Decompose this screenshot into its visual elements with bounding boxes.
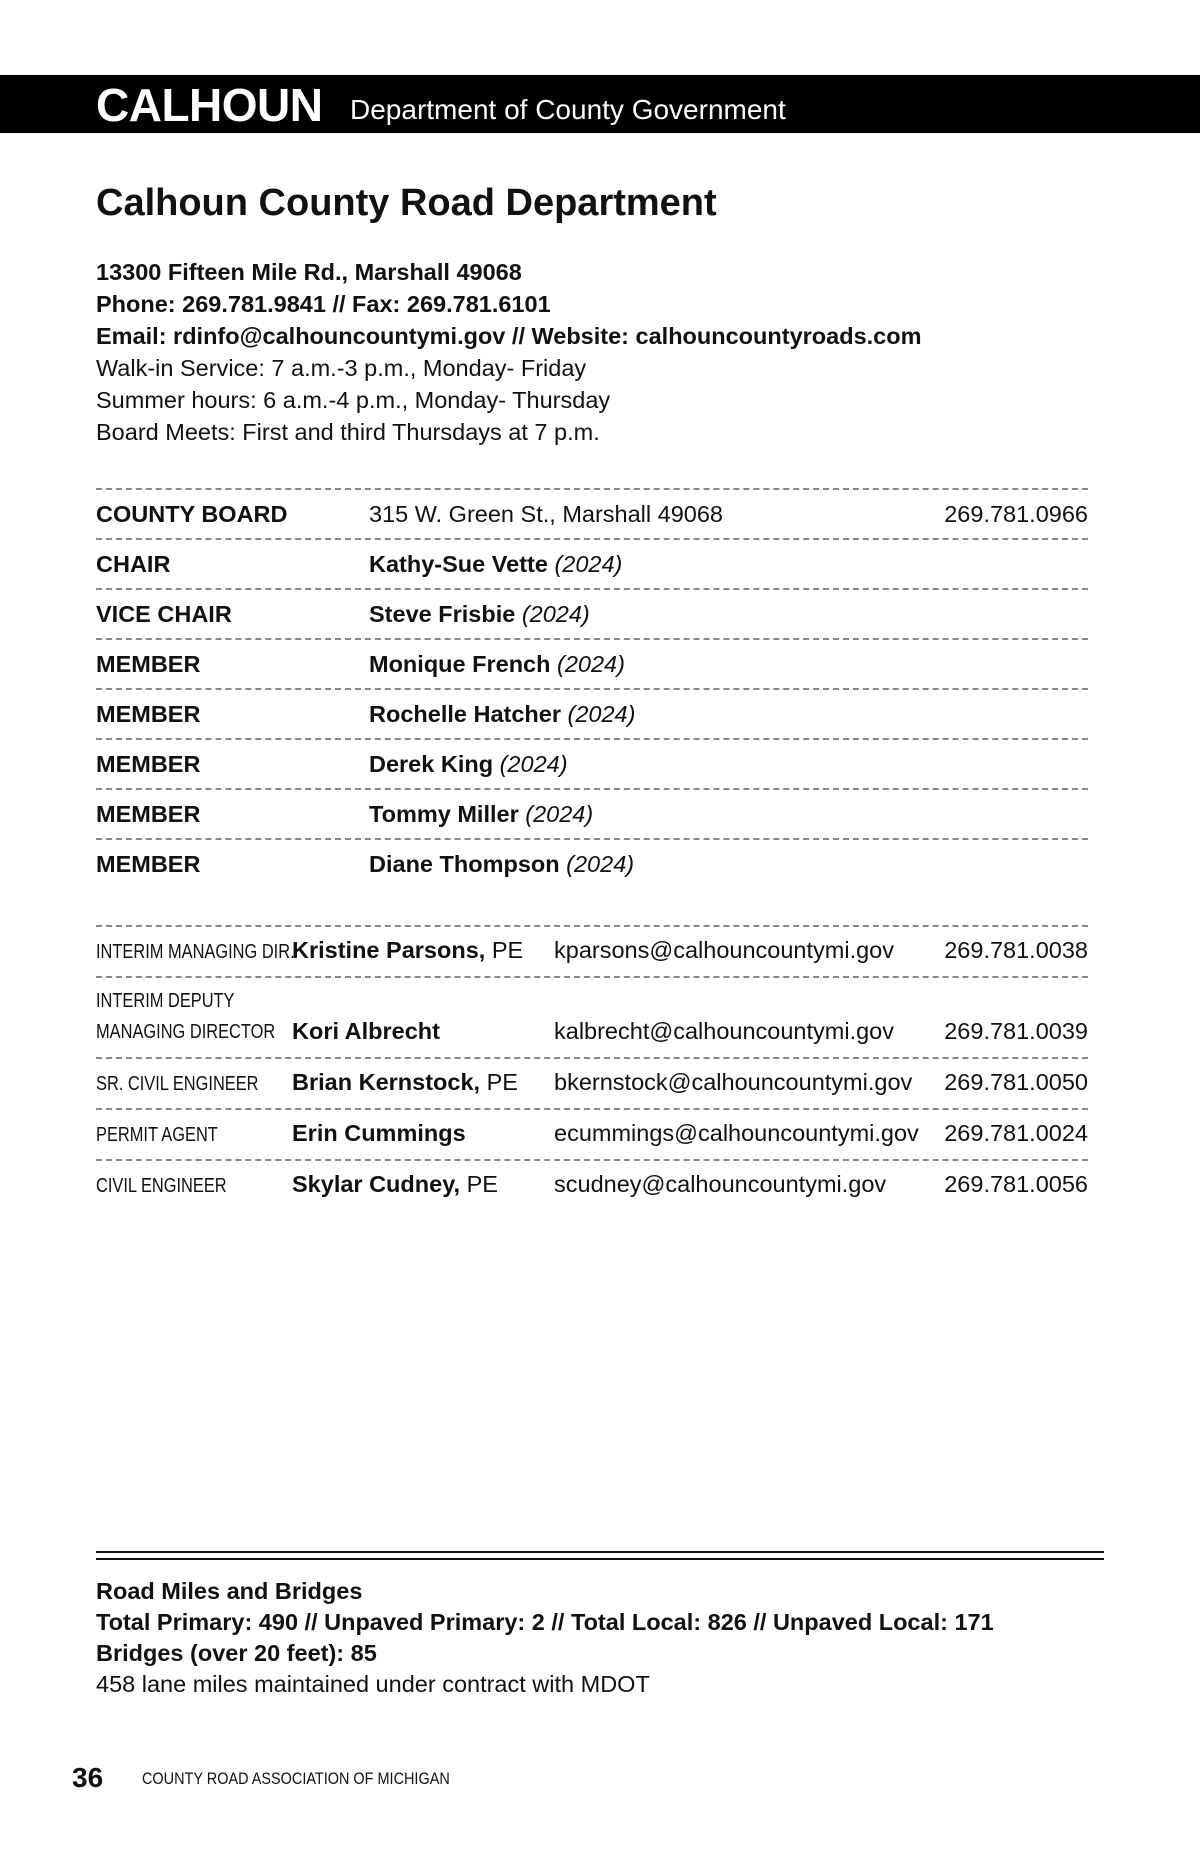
board-header-row [96,488,1088,538]
member-term: (2024) [557,651,625,677]
walk-in-hours: Walk-in Service: 7 a.m.-3 p.m., Monday- Friday [96,355,587,381]
road-totals: Total Primary: 490 // Unpaved Primary: 2 // Total Local: 826 // Unpaved Local: 171 [96,1609,994,1635]
member-role: MEMBER [96,751,201,777]
staff-title: INTERIM MANAGING DIR. [96,941,295,963]
contact-info [96,256,921,448]
member-term: (2024) [521,601,590,627]
staff-phone: 269.781.0039 [944,1018,1088,1044]
staff-name-cell [292,1120,466,1147]
staff-row [96,925,1088,976]
staff-title: INTERIM DEPUTY [96,990,235,1012]
member-role: MEMBER [96,801,201,827]
board-label: COUNTY BOARD [96,501,288,527]
member-name-cell [369,851,634,878]
header-banner [0,75,1200,133]
member-term: (2024) [525,801,594,827]
member-name-cell [369,751,568,778]
member-name-cell [369,701,635,728]
staff-phone: 269.781.0024 [944,1120,1088,1146]
member-name: Monique French [369,651,551,677]
staff-row [96,1159,1088,1210]
staff-name-cell [292,937,523,964]
board-member-row [96,788,1088,838]
member-name: Derek King [369,751,494,777]
county-name: CALHOUN [96,79,323,131]
summer-hours: Summer hours: 6 a.m.-4 p.m., Monday- Thursday [96,387,611,413]
phone-fax: Phone: 269.781.9841 // Fax: 269.781.6101 [96,291,551,317]
staff-email: kalbrecht@calhouncountymi.gov [554,1018,894,1044]
member-term: (2024) [566,851,635,877]
member-role: MEMBER [96,701,201,727]
member-name: Steve Frisbie [369,601,516,627]
member-term: (2024) [554,551,623,577]
staff-row [96,976,1088,1057]
address: 13300 Fifteen Mile Rd., Marshall 49068 [96,259,522,285]
lane-miles-note: 458 lane miles maintained under contract with MDOT [96,1671,650,1697]
road-miles-section [96,1576,994,1700]
staff-credential: PE [486,1069,518,1095]
staff-credential: PE [466,1171,498,1197]
board-member-row [96,588,1088,638]
staff-title-line-2: MANAGING DIRECTOR [96,1021,276,1043]
page-number: 36 [72,1762,104,1793]
staff-name-cell [292,1069,518,1096]
staff-table [96,925,1088,1210]
member-role: MEMBER [96,851,201,877]
staff-name: Kristine Parsons, [292,937,486,963]
member-name: Diane Thompson [369,851,560,877]
staff-name: Kori Albrecht [292,1018,440,1044]
staff-name: Erin Cummings [292,1120,466,1146]
member-role: VICE CHAIR [96,601,232,627]
board-member-row [96,738,1088,788]
member-name: Kathy-Sue Vette [369,551,548,577]
section-divider [96,1558,1104,1560]
staff-row [96,1108,1088,1159]
staff-name: Skylar Cudney, [292,1171,461,1197]
board-phone: 269.781.0966 [944,501,1088,527]
member-name-cell [369,601,590,628]
staff-email: scudney@calhouncountymi.gov [554,1171,887,1197]
staff-name-cell [292,1171,498,1198]
bridges-count: Bridges (over 20 feet): 85 [96,1640,377,1666]
page-title: Calhoun County Road Department [96,182,717,224]
member-name: Tommy Miller [369,801,519,827]
board-member-row [96,638,1088,688]
road-miles-heading: Road Miles and Bridges [96,1578,363,1604]
staff-credential: PE [491,937,524,963]
staff-phone: 269.781.0056 [944,1171,1088,1197]
member-role: CHAIR [96,551,171,577]
banner-subtitle: Department of County Government [350,94,786,125]
member-role: MEMBER [96,651,201,677]
staff-row [96,1057,1088,1108]
association-name: COUNTY ROAD ASSOCIATION OF MICHIGAN [142,1769,450,1788]
member-name-cell [369,801,593,828]
staff-name: Brian Kernstock, [292,1069,481,1095]
board-member-row [96,838,1088,888]
staff-phone: 269.781.0050 [944,1069,1088,1095]
member-name-cell [369,651,625,678]
board-member-row [96,688,1088,738]
staff-email: bkernstock@calhouncountymi.gov [554,1069,913,1095]
staff-email: ecummings@calhouncountymi.gov [554,1120,919,1146]
staff-title: PERMIT AGENT [96,1124,218,1146]
staff-phone: 269.781.0038 [944,937,1088,963]
staff-email: kparsons@calhouncountymi.gov [554,937,894,963]
member-term: (2024) [499,751,568,777]
member-name-cell [369,551,622,578]
board-member-row [96,538,1088,588]
board-address: 315 W. Green St., Marshall 49068 [369,501,723,527]
staff-title: SR. CIVIL ENGINEER [96,1073,259,1095]
staff-name-cell [292,1018,440,1045]
member-term: (2024) [567,701,636,727]
staff-title: CIVIL ENGINEER [96,1175,227,1197]
county-board-table [96,488,1088,888]
board-meetings: Board Meets: First and third Thursdays at 7 p.m. [96,419,600,445]
member-name: Rochelle Hatcher [369,701,561,727]
email-website: Email: rdinfo@calhouncountymi.gov // Website: calhouncountyroads.com [96,323,922,349]
section-divider [96,1551,1104,1553]
